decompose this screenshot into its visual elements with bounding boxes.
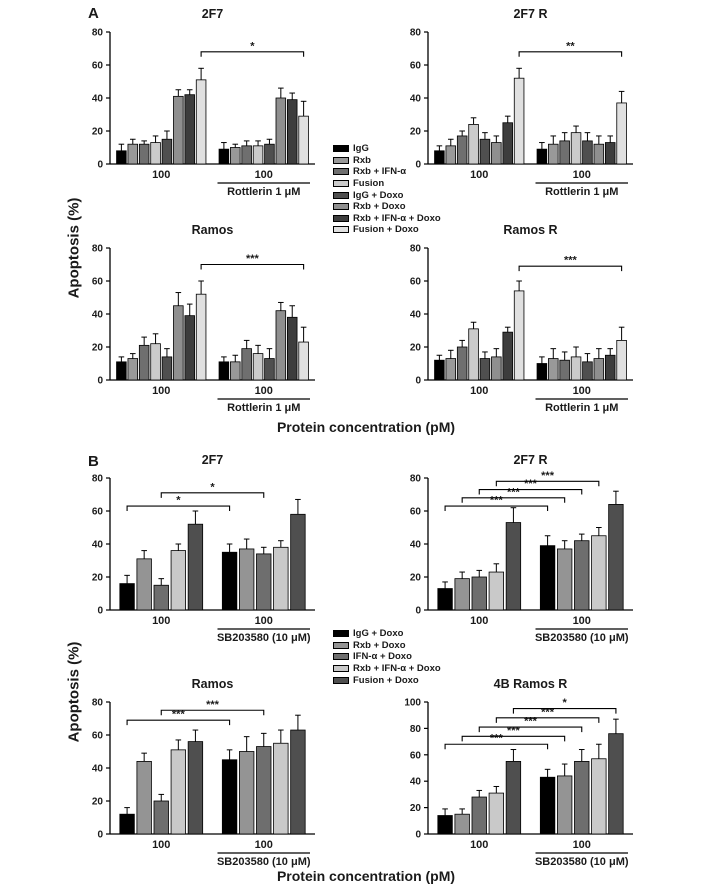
legend-swatch [333,677,349,684]
bar-100-Fusion [253,354,263,380]
group-label: 100 [572,839,591,851]
legend-item [333,178,441,190]
bar-100-Rxb + IFN-α + Doxo [489,793,504,834]
bar-100-IgG + Doxo [583,141,593,164]
legend-item [333,640,441,652]
legend-label: IgG [353,143,369,155]
bar-100-IgG [117,362,127,380]
y-tick-label: 40 [409,309,421,321]
bar-100-Fusion + Doxo [299,342,309,380]
bar-100-IFN-α + Doxo [574,761,589,834]
y-tick-label: 0 [415,829,421,841]
bar-100-IgG + Doxo [120,584,135,610]
y-tick-label: 0 [97,829,103,841]
legend-item [333,201,441,213]
group-label: 100 [572,169,591,181]
legend-swatch [333,215,349,222]
legend-label: Rxb + IFN-α + Doxo [353,663,441,675]
y-tick-label: 0 [97,159,103,171]
significance-label: *** [206,698,219,711]
bar-100-Rxb + IFN-α [457,136,467,164]
legend-panel-a [333,143,441,236]
y-tick-label: 20 [409,572,421,584]
chart-title: 2F7 R [513,453,548,467]
significance-label: * [562,697,567,710]
y-tick-label: 100 [404,697,421,709]
bar-100-IgG + Doxo [540,777,555,834]
bar-100-IgG + Doxo [162,357,172,380]
bar-100-Fusion + Doxo [299,116,309,164]
bar-100-IgG [537,149,547,164]
bar-100-Rxb + IFN-α [139,345,149,380]
group-label: 100 [254,615,273,627]
legend-item [333,224,441,236]
chart-svg [60,2,320,208]
y-tick-label: 0 [415,605,421,617]
y-axis-label-panel-b: Apoptosis (%) [65,641,83,743]
legend-label: Fusion [353,178,385,190]
bar-100-Fusion [571,133,581,164]
bar-100-IgG + Doxo [120,814,135,834]
bar-100-IFN-α + Doxo [154,801,169,834]
bar-100-Rxb [446,359,456,380]
bar-100-Rxb + Doxo [173,306,183,380]
bar-100-IgG + Doxo [480,359,490,380]
bar-100-Rxb + IFN-α + Doxo [287,100,297,164]
y-tick-label: 60 [409,60,421,72]
legend-swatch [333,145,349,152]
legend-label: Rxb [353,154,371,166]
bar-100-IgG + Doxo [162,139,172,164]
treatment-label: Rottlerin 1 μM [227,186,301,198]
significance-label: *** [171,708,185,721]
legend-swatch [333,157,349,164]
bar-100-Rxb + IFN-α [560,360,570,380]
bar-100-Fusion + Doxo [609,734,624,834]
y-tick-label: 20 [91,342,103,354]
bar-100-Rxb + Doxo [594,144,604,164]
y-tick-label: 80 [409,473,421,485]
bar-100-IgG + Doxo [222,760,237,834]
bar-100-Rxb + Doxo [491,357,501,380]
bar-100-IgG [117,151,127,164]
y-tick-label: 20 [91,796,103,808]
bar-100-Rxb + Doxo [239,752,254,835]
bar-100-Rxb + IFN-α + Doxo [274,743,289,834]
legend-swatch [333,642,349,649]
group-label: 100 [470,839,489,851]
legend-item [333,143,441,155]
y-tick-label: 0 [415,375,421,387]
significance-label: *** [489,732,503,745]
y-axis-label-panel-a: Apoptosis (%) [65,197,83,299]
bar-100-Fusion + Doxo [196,80,206,164]
bar-100-IgG + Doxo [438,589,453,610]
bar-100-Rxb + IFN-α [560,141,570,164]
group-label: 100 [572,615,591,627]
bar-100-Rxb + IFN-α + Doxo [185,95,195,164]
treatment-label: SB203580 (10 μM) [216,632,311,644]
significance-label: * [250,40,255,53]
chart-a-2f7 [60,2,320,208]
bar-100-Fusion + Doxo [506,523,521,610]
treatment-label: Rottlerin 1 μM [545,186,619,198]
bar-100-Fusion + Doxo [188,742,203,834]
bar-100-Rxb + IFN-α + Doxo [503,332,513,380]
legend-label: Rxb + IFN-α + Doxo [353,212,441,224]
y-tick-label: 20 [409,803,421,815]
bar-100-Rxb [548,144,558,164]
group-label: 100 [152,615,171,627]
bar-100-Rxb + IFN-α + Doxo [605,355,615,380]
y-tick-label: 80 [91,27,103,39]
bar-100-Rxb + IFN-α + Doxo [592,759,607,834]
chart-b-2f7r [378,448,638,654]
legend-label: IgG + Doxo [353,628,404,640]
bar-100-Rxb + Doxo [137,559,152,610]
treatment-label: Rottlerin 1 μM [545,402,619,414]
legend-swatch [333,192,349,199]
chart-title: Ramos [191,677,234,691]
chart-svg [378,448,638,654]
chart-a-ramosr [378,218,638,424]
treatment-label: SB203580 (10 μM) [534,632,629,644]
y-tick-label: 40 [91,539,103,551]
bar-100-IgG + Doxo [540,546,555,610]
y-tick-label: 60 [91,60,103,72]
bar-100-Rxb + IFN-α + Doxo [274,547,289,610]
bar-100-IgG + Doxo [438,816,453,834]
y-tick-label: 40 [91,309,103,321]
legend-label: IgG + Doxo [353,189,404,201]
bar-100-Rxb [548,359,558,380]
bar-100-IgG [435,360,445,380]
chart-b-2f7 [60,448,320,654]
chart-svg [60,448,320,654]
legend-item [333,213,441,225]
y-tick-label: 80 [91,243,103,255]
bar-100-Rxb + Doxo [137,761,152,834]
group-label: 100 [152,169,171,181]
bar-100-Rxb + Doxo [455,814,470,834]
legend-swatch [333,168,349,175]
y-tick-label: 80 [409,27,421,39]
bar-100-Rxb + Doxo [173,96,183,164]
bar-100-Fusion + Doxo [514,78,524,164]
bar-100-Rxb + Doxo [594,359,604,380]
legend-swatch [333,180,349,187]
y-tick-label: 60 [91,730,103,742]
bar-100-Rxb + Doxo [557,549,572,610]
panel-b-label: B [88,453,99,470]
chart-svg [378,218,638,424]
bar-100-Fusion [469,124,479,164]
chart-title: 2F7 [201,453,224,467]
chart-title: 2F7 [201,7,224,21]
group-label: 100 [152,385,171,397]
x-axis-label-panel-a: Protein concentration (pM) [276,419,456,435]
legend-item [333,628,441,640]
bar-100-Fusion [151,344,161,380]
bar-100-IgG + Doxo [265,359,275,380]
legend-panel-b [333,628,441,686]
y-tick-label: 20 [91,126,103,138]
y-tick-label: 40 [91,763,103,775]
legend-label: Fusion + Doxo [353,674,419,686]
bar-100-IgG [219,149,229,164]
bar-100-Rxb [230,148,240,165]
bar-100-Rxb + IFN-α [457,347,467,380]
bar-100-Rxb + Doxo [276,311,286,380]
bar-100-Fusion + Doxo [617,340,627,380]
significance-label: *** [541,469,555,482]
y-tick-label: 40 [409,539,421,551]
bar-100-Rxb + IFN-α [242,146,252,164]
significance-label: ** [566,40,575,53]
bar-100-Rxb + IFN-α + Doxo [185,316,195,380]
legend-item [333,166,441,178]
bar-100-Fusion [151,143,161,164]
bar-100-Rxb + Doxo [557,776,572,834]
significance-label: * [210,481,215,494]
bar-100-IgG [537,364,547,381]
bar-100-Rxb + IFN-α + Doxo [605,143,615,164]
bar-100-IFN-α + Doxo [472,797,487,834]
legend-swatch [333,665,349,672]
y-tick-label: 80 [409,243,421,255]
y-tick-label: 80 [91,473,103,485]
chart-b-ramos [60,672,320,878]
bar-100-IFN-α + Doxo [256,747,271,834]
bar-100-Rxb [128,144,138,164]
bar-100-IgG + Doxo [222,552,237,610]
y-tick-label: 20 [91,572,103,584]
legend-swatch [333,226,349,233]
bar-100-IgG + Doxo [480,139,490,164]
chart-svg [378,672,638,878]
legend-swatch [333,203,349,210]
bar-100-Rxb + IFN-α + Doxo [287,317,297,380]
panel-a-label: A [88,5,99,22]
legend-label: IFN-α + Doxo [353,651,412,663]
bar-100-Rxb + IFN-α [242,349,252,380]
group-label: 100 [254,385,273,397]
bar-100-Fusion + Doxo [188,524,203,610]
bar-100-Fusion + Doxo [506,761,521,834]
legend-label: Rxb + Doxo [353,201,406,213]
group-label: 100 [470,169,489,181]
legend-item [333,189,441,201]
group-label: 100 [572,385,591,397]
bar-100-Rxb + Doxo [455,579,470,610]
group-label: 100 [254,839,273,851]
significance-label: *** [245,253,259,265]
y-tick-label: 0 [97,605,103,617]
bar-100-Fusion + Doxo [291,514,306,610]
bar-100-Rxb [446,146,456,164]
significance-label: *** [506,486,520,499]
bar-100-Rxb [230,362,240,380]
y-tick-label: 60 [409,276,421,288]
bar-100-IFN-α + Doxo [154,585,169,610]
chart-title: Ramos [191,223,234,237]
significance-label: *** [489,494,503,507]
bar-100-IFN-α + Doxo [256,554,271,610]
bar-100-IFN-α + Doxo [472,577,487,610]
bar-100-Fusion + Doxo [514,291,524,380]
bar-100-Rxb + IFN-α + Doxo [171,551,186,610]
y-tick-label: 0 [97,375,103,387]
treatment-label: SB203580 (10 μM) [534,856,629,868]
bar-100-Rxb + IFN-α + Doxo [503,123,513,164]
significance-label: * [176,494,181,507]
chart-b-4bramosr [378,672,638,878]
bar-100-IgG [219,362,229,380]
chart-title: Ramos R [503,223,558,237]
chart-svg [60,218,320,424]
group-label: 100 [254,169,273,181]
group-label: 100 [470,385,489,397]
chart-a-ramos [60,218,320,424]
bar-100-IFN-α + Doxo [574,541,589,610]
legend-item [333,674,441,686]
bar-100-Rxb + IFN-α + Doxo [171,750,186,834]
treatment-label: Rottlerin 1 μM [227,402,301,414]
bar-100-Fusion + Doxo [291,730,306,834]
bar-100-IgG + Doxo [583,362,593,380]
bar-100-Rxb + Doxo [491,143,501,164]
significance-label: *** [524,715,537,728]
legend-item [333,663,441,675]
y-tick-label: 80 [91,697,103,709]
legend-label: Rxb + IFN-α [353,166,407,178]
y-tick-label: 80 [409,723,421,735]
y-tick-label: 40 [409,776,421,788]
legend-label: Rxb + Doxo [353,639,406,651]
legend-swatch [333,630,349,637]
group-label: 100 [152,839,171,851]
x-axis-label-panel-b: Protein concentration (pM) [276,868,456,884]
bar-100-Rxb + Doxo [239,549,254,610]
y-tick-label: 60 [91,276,103,288]
bar-100-Rxb + IFN-α + Doxo [489,572,504,610]
bar-100-Fusion + Doxo [617,103,627,164]
group-label: 100 [470,615,489,627]
y-tick-label: 60 [91,506,103,518]
legend-item [333,651,441,663]
bar-100-IgG + Doxo [265,144,275,164]
y-tick-label: 60 [409,750,421,762]
bar-100-Fusion [571,357,581,380]
chart-title: 4B Ramos R [493,677,568,691]
bar-100-Rxb [128,359,138,380]
y-tick-label: 20 [409,126,421,138]
bar-100-Fusion + Doxo [609,504,624,610]
significance-label: *** [563,254,577,267]
significance-label: *** [524,478,537,491]
y-tick-label: 20 [409,342,421,354]
y-tick-label: 0 [415,159,421,171]
chart-title: 2F7 R [513,7,548,21]
bar-100-Rxb + Doxo [276,98,286,164]
y-tick-label: 60 [409,506,421,518]
significance-label: *** [541,706,555,719]
significance-label: *** [506,724,520,737]
y-tick-label: 40 [409,93,421,105]
legend-item [333,155,441,167]
bar-100-Fusion [253,146,263,164]
bar-100-Fusion [469,329,479,380]
chart-svg [60,672,320,878]
legend-swatch [333,653,349,660]
treatment-label: SB203580 (10 μM) [216,856,311,868]
legend-label: Fusion + Doxo [353,224,419,236]
bar-100-Fusion + Doxo [196,294,206,380]
bar-100-Rxb + IFN-α [139,144,149,164]
bar-100-Rxb + IFN-α + Doxo [592,536,607,610]
y-tick-label: 40 [91,93,103,105]
